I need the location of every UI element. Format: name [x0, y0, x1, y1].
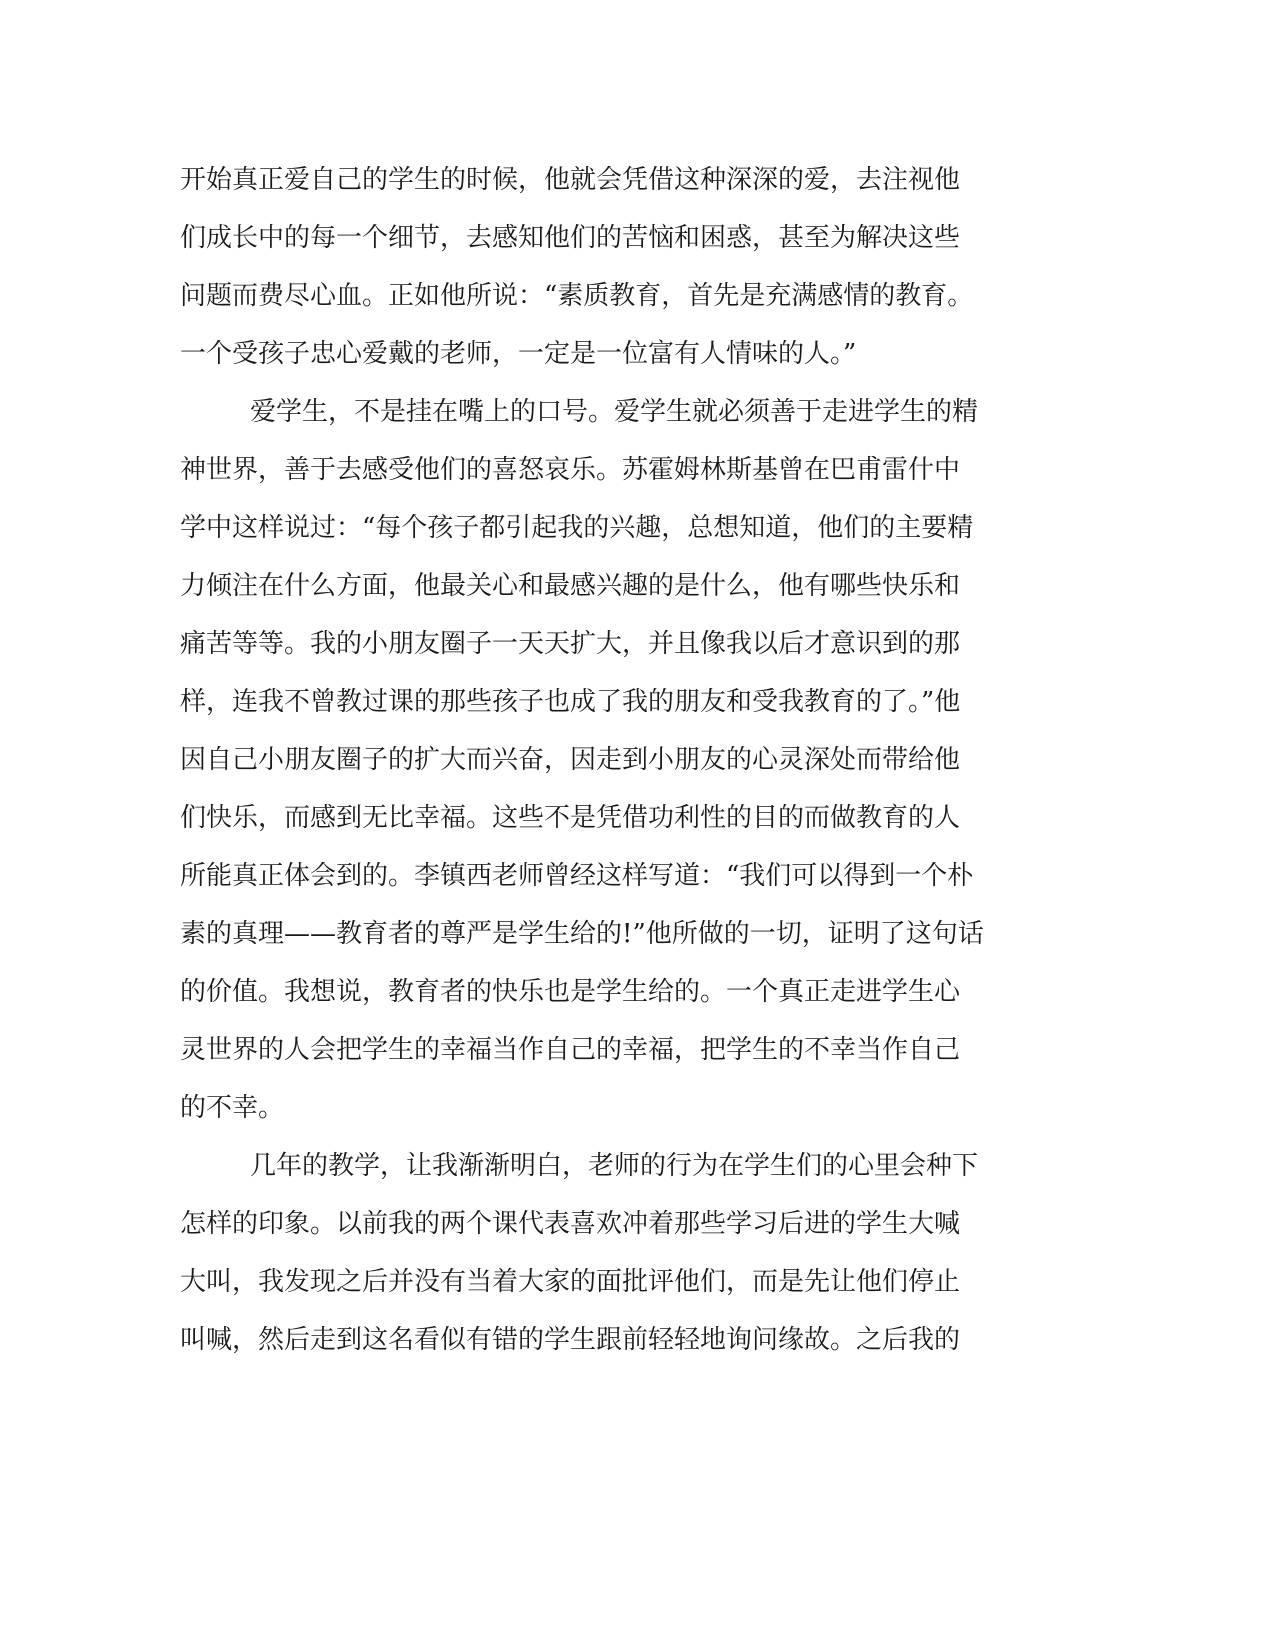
text-line: 大叫，我发现之后并没有当着大家的面批评他们，而是先让他们停止: [180, 1267, 961, 1297]
text-line: 们成长中的每一个细节，去感知他们的苦恼和困惑，甚至为解决这些: [180, 223, 961, 253]
text-line: 怎样的印象。以前我的两个课代表喜欢冲着那些学习后进的学生大喊: [180, 1209, 961, 1239]
text-line: 素的真理——教育者的尊严是学生给的!”他所做的一切，证明了这句话: [180, 919, 984, 949]
text-line: 学中这样说过：“每个孩子都引起我的兴趣，总想知道，他们的主要精: [180, 513, 974, 543]
text-line: 所能真正体会到的。李镇西老师曾经这样写道：“我们可以得到一个朴: [180, 861, 974, 891]
text-line: 样，连我不曾教过课的那些孩子也成了我的朋友和受我教育的了。”他: [180, 687, 961, 717]
text-line: 力倾注在什么方面，他最关心和最感兴趣的是什么，他有哪些快乐和: [180, 571, 961, 601]
text-line: 叫喊，然后走到这名看似有错的学生跟前轻轻地询问缘故。之后我的: [180, 1325, 961, 1355]
text-line: 们快乐，而感到无比幸福。这些不是凭借功利性的目的而做教育的人: [180, 803, 961, 833]
text-line: 问题而费尽心血。正如他所说：“素质教育，首先是充满感情的教育。: [180, 281, 974, 311]
text-line: 痛苦等等。我的小朋友圈子一天天扩大，并且像我以后才意识到的那: [180, 629, 961, 659]
text-line: 神世界，善于去感受他们的喜怒哀乐。苏霍姆林斯基曾在巴甫雷什中: [180, 455, 961, 485]
paragraph-first-line: 几年的教学，让我渐渐明白，老师的行为在学生们的心里会种下: [250, 1151, 979, 1181]
text-line: 因自己小朋友圈子的扩大而兴奋，因走到小朋友的心灵深处而带给他: [180, 745, 961, 775]
text-line: 的不幸。: [180, 1093, 285, 1123]
text-line: 灵世界的人会把学生的幸福当作自己的幸福，把学生的不幸当作自己: [180, 1035, 961, 1065]
paragraph-first-line: 爱学生，不是挂在嘴上的口号。爱学生就必须善于走进学生的精: [250, 397, 979, 427]
text-line: 开始真正爱自己的学生的时候，他就会凭借这种深深的爱，去注视他: [180, 165, 961, 195]
text-line: 一个受孩子忠心爱戴的老师，一定是一位富有人情味的人。”: [180, 339, 857, 369]
text-line: 的价值。我想说，教育者的快乐也是学生给的。一个真正走进学生心: [180, 977, 961, 1007]
